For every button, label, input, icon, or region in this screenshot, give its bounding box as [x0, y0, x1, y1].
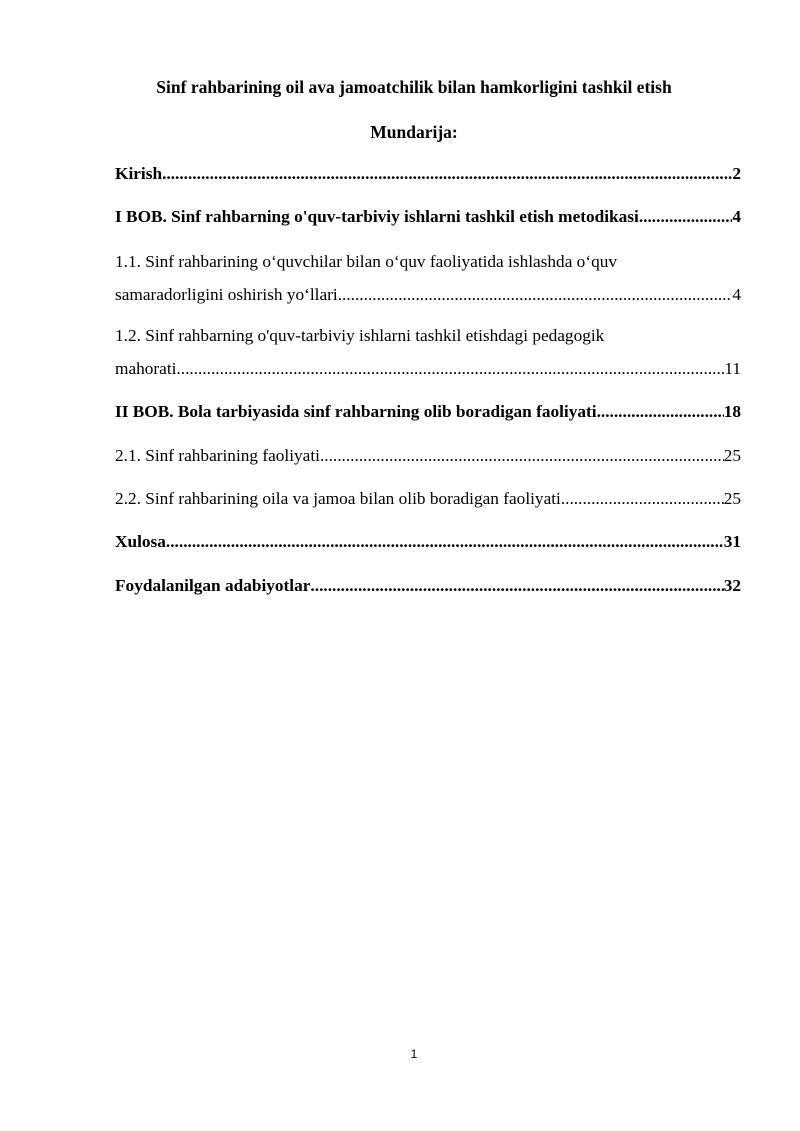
toc-leader-dots	[597, 401, 724, 423]
toc-leader-dots	[639, 206, 733, 228]
toc-entry-text: II BOB. Bola tarbiyasida sinf rahbarning olib boradigan faoliyati	[115, 402, 597, 421]
toc-entry-1-2-line1[interactable]: 1.2. Sinf rahbarning o'quv-tarbiviy ishlarni tashkil etishdagi pedagogik	[115, 326, 605, 345]
toc-entry-text: 2.2. Sinf rahbarining oila va jamoa bilan olib boradigan faoliyati	[115, 489, 561, 508]
toc-entry-text: Kirish	[115, 164, 163, 183]
toc-entry-1-1-line1[interactable]: 1.1. Sinf rahbarining o‘quvchilar bilan o‘quv faoliyatida ishlashda o‘quv	[115, 252, 618, 271]
toc-entry-text: Xulosa	[115, 532, 166, 551]
toc-entry-text: Foydalanilgan adabiyotlar	[115, 576, 311, 595]
toc-leader-dots	[320, 445, 724, 467]
toc-entry-2-2[interactable]	[115, 488, 741, 510]
toc-entry-1-2[interactable]	[115, 358, 741, 380]
toc-leader-dots	[166, 531, 724, 553]
toc-entry-bob-2[interactable]	[115, 401, 741, 423]
toc-entry-text: mahorati	[115, 359, 177, 378]
toc-leader-dots	[162, 163, 732, 185]
toc-entry-page: 25	[723, 489, 741, 508]
toc-entry-xulosa[interactable]	[115, 531, 741, 553]
toc-entry-page: 4	[732, 207, 741, 226]
toc-heading: Mundarija:	[370, 122, 458, 142]
toc-entry-page: 2	[732, 164, 741, 183]
toc-leader-dots	[310, 575, 723, 597]
toc-entry-page: 18	[723, 402, 741, 421]
toc-entry-page: 32	[723, 576, 741, 595]
toc-entry-page: 25	[723, 446, 741, 465]
toc-leader-dots	[561, 488, 724, 510]
toc-entry-bob-1[interactable]	[115, 206, 741, 228]
toc-entry-page: 11	[724, 359, 741, 378]
toc-entry-kirish[interactable]	[115, 163, 741, 185]
toc-entry-text: samaradorligini oshirish yo‘llari	[115, 285, 338, 304]
page-number: 1	[410, 1047, 418, 1061]
toc-entry-1-1[interactable]	[115, 284, 741, 306]
toc-leader-dots	[338, 284, 733, 306]
document-title: Sinf rahbarining oil ava jamoatchilik bilan hamkorligini tashkil etish	[156, 77, 672, 97]
toc-entry-2-1[interactable]	[115, 445, 741, 467]
toc-entry-page: 4	[732, 285, 741, 304]
toc-entry-page: 31	[723, 532, 741, 551]
toc-leader-dots	[176, 358, 724, 380]
toc-entry-adabiyotlar[interactable]	[115, 575, 741, 597]
toc-entry-text: I BOB. Sinf rahbarning o'quv-tarbiviy ishlarni tashkil etish metodikasi	[115, 207, 639, 226]
toc-entry-text: 2.1. Sinf rahbarining faoliyati	[115, 446, 320, 465]
